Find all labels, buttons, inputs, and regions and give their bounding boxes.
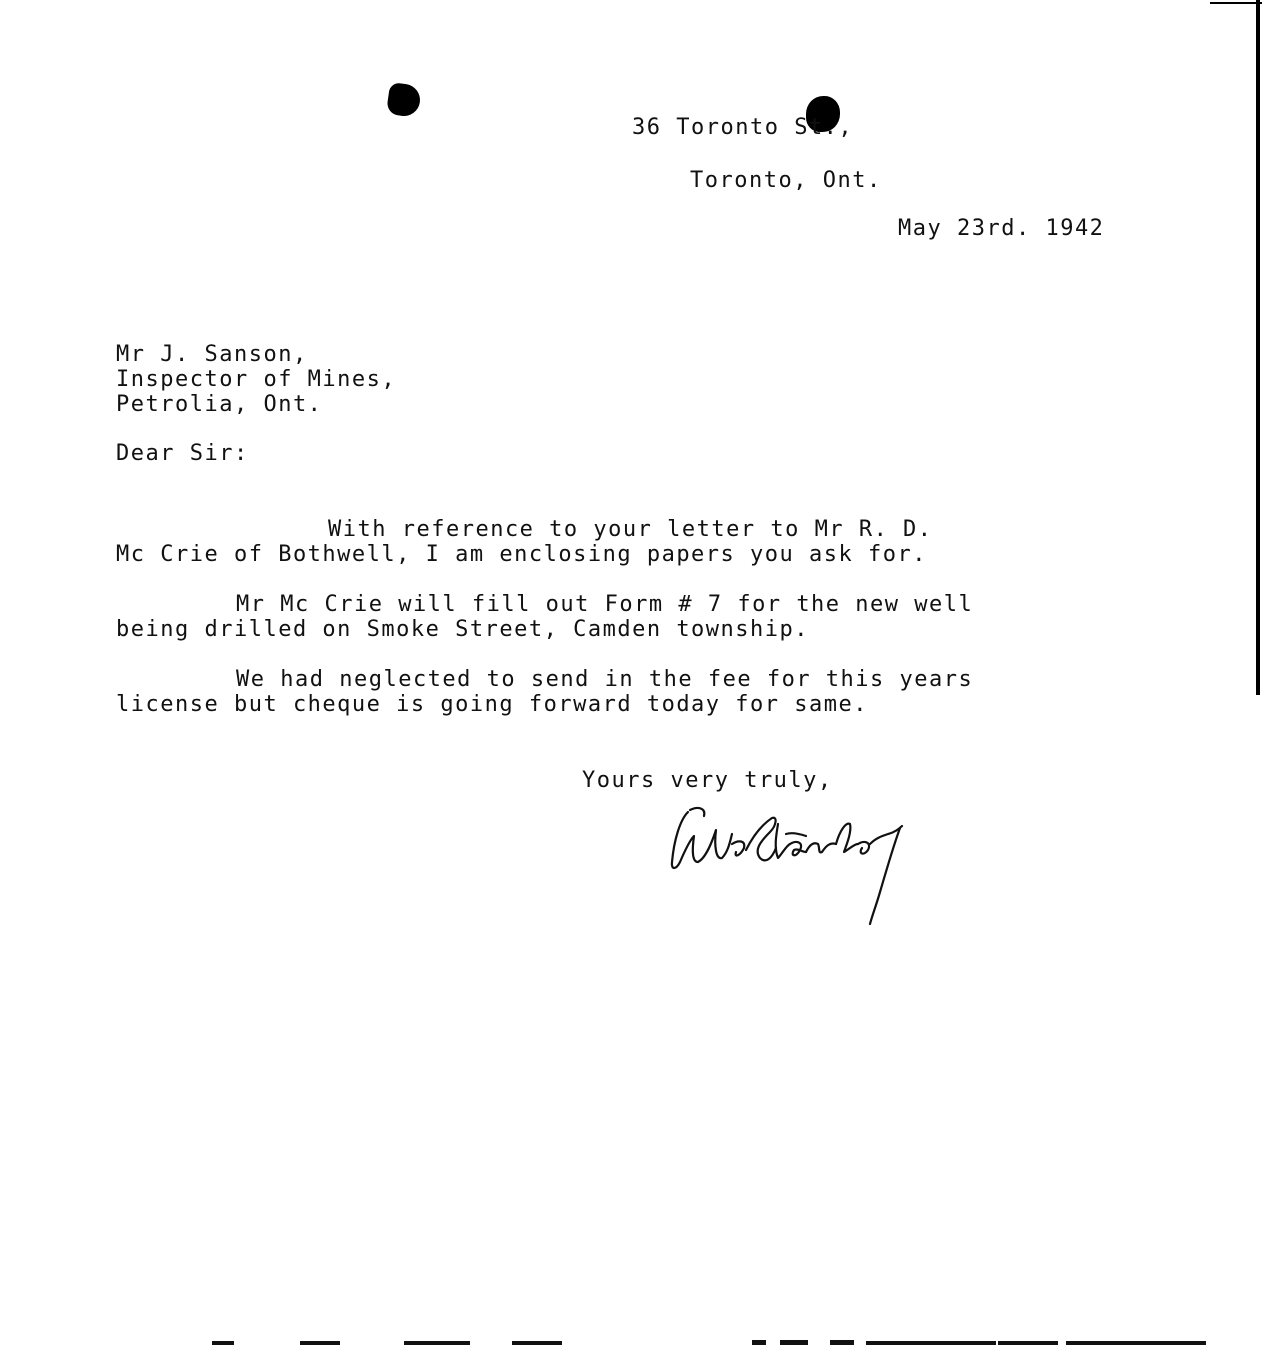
- body-paragraph-2-line-2: being drilled on Smoke Street, Camden township.: [116, 617, 810, 642]
- scan-edge-top: [1210, 2, 1262, 4]
- body-paragraph-1-line-1: With reference to your letter to Mr R. D.: [328, 517, 933, 542]
- recipient-city: Petrolia, Ont.: [116, 392, 323, 417]
- salutation: Dear Sir:: [116, 441, 249, 466]
- closing: Yours very truly,: [582, 768, 833, 793]
- body-paragraph-2-line-1: Mr Mc Crie will fill out Form # 7 for the new well: [236, 592, 974, 617]
- body-paragraph-3-line-1: We had neglected to send in the fee for this years: [236, 667, 974, 692]
- recipient-title: Inspector of Mines,: [116, 367, 397, 392]
- letter-date: May 23rd. 1942: [898, 216, 1105, 241]
- scan-edge-bottom: [0, 1337, 1262, 1346]
- body-paragraph-1-line-2: Mc Crie of Bothwell, I am enclosing papers you ask for.: [116, 542, 927, 567]
- recipient-name: Mr J. Sanson,: [116, 342, 308, 367]
- scan-edge-right: [1256, 0, 1260, 695]
- sender-address-city: Toronto, Ont.: [690, 168, 882, 193]
- punch-hole: [386, 82, 422, 118]
- handwritten-signature: [660, 800, 950, 930]
- body-paragraph-3-line-2: license but cheque is going forward today for same.: [116, 692, 869, 717]
- sender-address-street: 36 Toronto St.,: [632, 115, 854, 140]
